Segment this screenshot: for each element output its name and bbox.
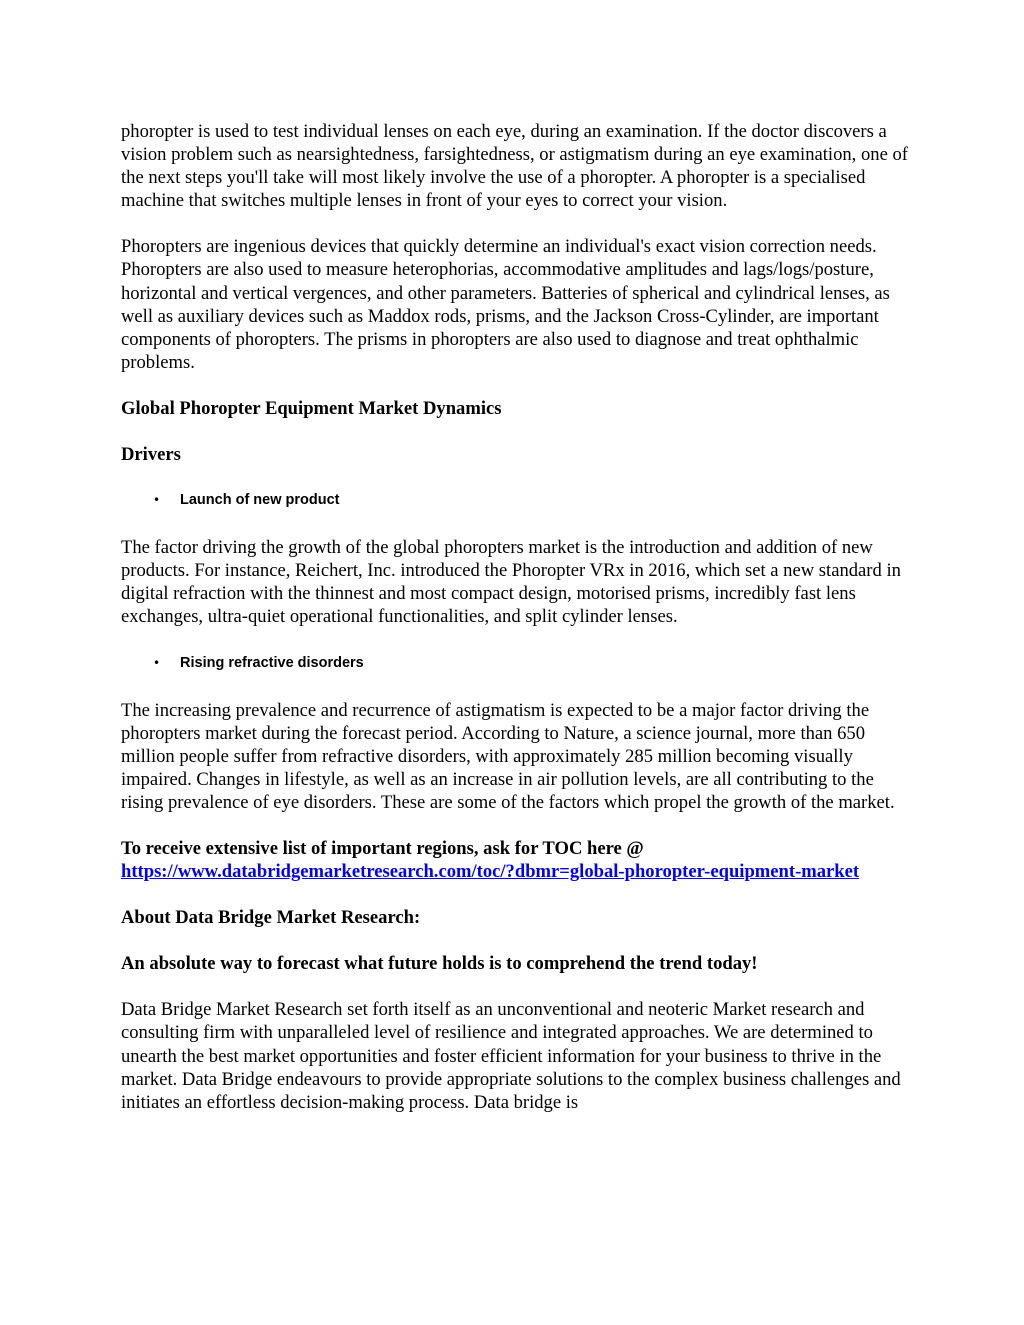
toc-link[interactable]: https://www.databridgemarketresearch.com/toc/?dbmr=global-phoropter-equipment-market [121,861,860,883]
bullet-label-launch: Launch of new product [180,492,340,509]
heading-drivers: Drivers [121,444,181,466]
bullet-label-refractive: Rising refractive disorders [180,654,364,671]
toc-section [121,837,911,883]
list-item-launch [121,489,911,512]
bullet-list-refractive [121,652,911,675]
paragraph-dbmr-body: Data Bridge Market Research set forth itself as an unconventional and neoteric Market research and consulting firm with unparalleled level of resilience and integrated approaches. We are determined to unearth the best market opportunities and foster efficient information for your business to thrive in the market. Data Bridge endeavours to provide appropriate solutions to the complex business challenges and initiates an effortless decision-making process. Data bridge is [121,999,901,1113]
document-body [121,120,911,1137]
heading-about: About Data Bridge Market Research: [121,907,421,929]
bullet-icon: • [153,655,161,670]
paragraph-intro: phoropter is used to test individual lenses on each eye, during an examination. If the doctor discovers a vision problem such as nearsightedness, farsightedness, or astigmatism during an eye examination, one of the next steps you'll take will most likely involve the use of a phoropter. A phoropter is a specialised machine that switches multiple lenses in front of your eyes to correct your vision. [121,121,908,212]
paragraph-launch-body: The factor driving the growth of the global phoropters market is the introduction and addition of new products. For instance, Reichert, Inc. introduced the Phoropter VRx in 2016, which set a new standard in digital refraction with the thinnest and most compact design, motorised prisms, incredibly fast lens exchanges, ultra-quiet operational functionalities, and split cylinder lenses. [121,537,901,628]
bullet-list-launch [121,489,911,512]
list-item-refractive [121,652,911,675]
toc-prompt: To receive extensive list of important regions, ask for TOC here @ [121,837,644,859]
bullet-icon: • [153,493,161,508]
heading-market-dynamics: Global Phoropter Equipment Market Dynamics [121,397,502,419]
paragraph-phoropters-ingenious: Phoropters are ingenious devices that quickly determine an individual's exact vision correction needs. Phoropters are also used to measure heterophorias, accommodative amplitudes and lags/logs/posture, horizontal and vertical vergences, and other parameters. Batteries of spherical and cylindrical lenses, as well as auxiliary devices such as Maddox rods, prisms, and the Jackson Cross-Cylinder, are important components of phoropters. The prisms in phoropters are also used to diagnose and treat ophthalmic problems. [121,236,890,373]
paragraph-refractive-body: The increasing prevalence and recurrence of astigmatism is expected to be a major factor driving the phoropters market during the forecast period. According to Nature, a science journal, more than 650 million people suffer from refractive disorders, with approximately 285 million becoming visually impaired. Changes in lifestyle, as well as an increase in air pollution levels, are all contributing to the rising prevalence of eye disorders. These are some of the factors which propel the growth of the market. [121,699,895,813]
heading-tagline: An absolute way to forecast what future holds is to comprehend the trend today! [121,953,758,975]
